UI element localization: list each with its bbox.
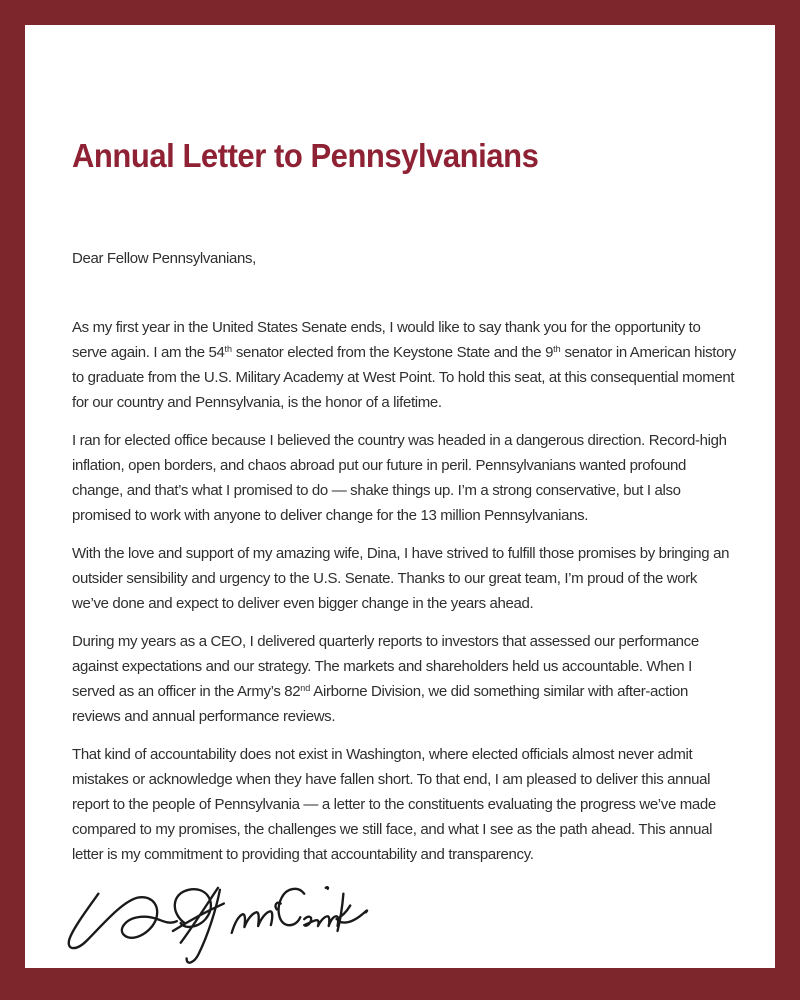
letter-body bbox=[72, 315, 736, 867]
salutation: Dear Fellow Pennsylvanians, bbox=[72, 250, 256, 267]
letter-paragraph: That kind of accountability does not exist in Washington, where elected officials almost never admit mistakes or acknowledge when they have fallen short. To that end, I am pleased to deliver this annual report to the people of Pennsylvania — a letter to the constituents evaluating the progress we’ve made compared to my promises, the challenges we still face, and what I see as the path ahead. This annual letter is my commitment to providing that accountability and transparency. bbox=[72, 746, 716, 863]
letter-page bbox=[25, 25, 775, 968]
letter-paragraph: As my first year in the United States Senate ends, I would like to say thank you for the opportunity to serve again. I am the 54th senator elected from the Keystone State and the 9th senator in American history to graduate from the U.S. Military Academy at West Point. To hold this seat, at this consequential moment for our country and Pennsylvania, is the honor of a lifetime. bbox=[72, 319, 736, 411]
letter-paragraph: During my years as a CEO, I delivered quarterly reports to investors that assessed our performance against expectations and our strategy. The markets and shareholders held us accountable. When I served as an officer in the Army’s 82nd Airborne Division, we did something similar with after-action reviews and annual performance reviews. bbox=[72, 633, 699, 725]
ordinal-superscript: th bbox=[224, 344, 233, 354]
signature-image bbox=[58, 880, 374, 968]
letter-paragraph: I ran for elected office because I believed the country was headed in a dangerous direction. Record-high inflation, open borders, and chaos abroad put our future in peril. Pennsylvanians wanted profound change, and that’s what I promised to do — shake things up. I’m a strong conservative, but I also promised to work with anyone to deliver change for the 13 million Pennsylvanians. bbox=[72, 432, 727, 524]
signature-svg bbox=[58, 880, 374, 968]
page-title: Annual Letter to Pennsylvanians bbox=[72, 137, 539, 174]
letter-paragraph: With the love and support of my amazing wife, Dina, I have strived to fulfill those promises by bringing an outsider sensibility and urgency to the U.S. Senate. Thanks to our great team, I’m proud of the work we’ve done and expect to deliver even bigger change in the years ahead. bbox=[72, 545, 730, 612]
ordinal-superscript: nd bbox=[300, 683, 311, 693]
ordinal-superscript: th bbox=[553, 344, 561, 354]
